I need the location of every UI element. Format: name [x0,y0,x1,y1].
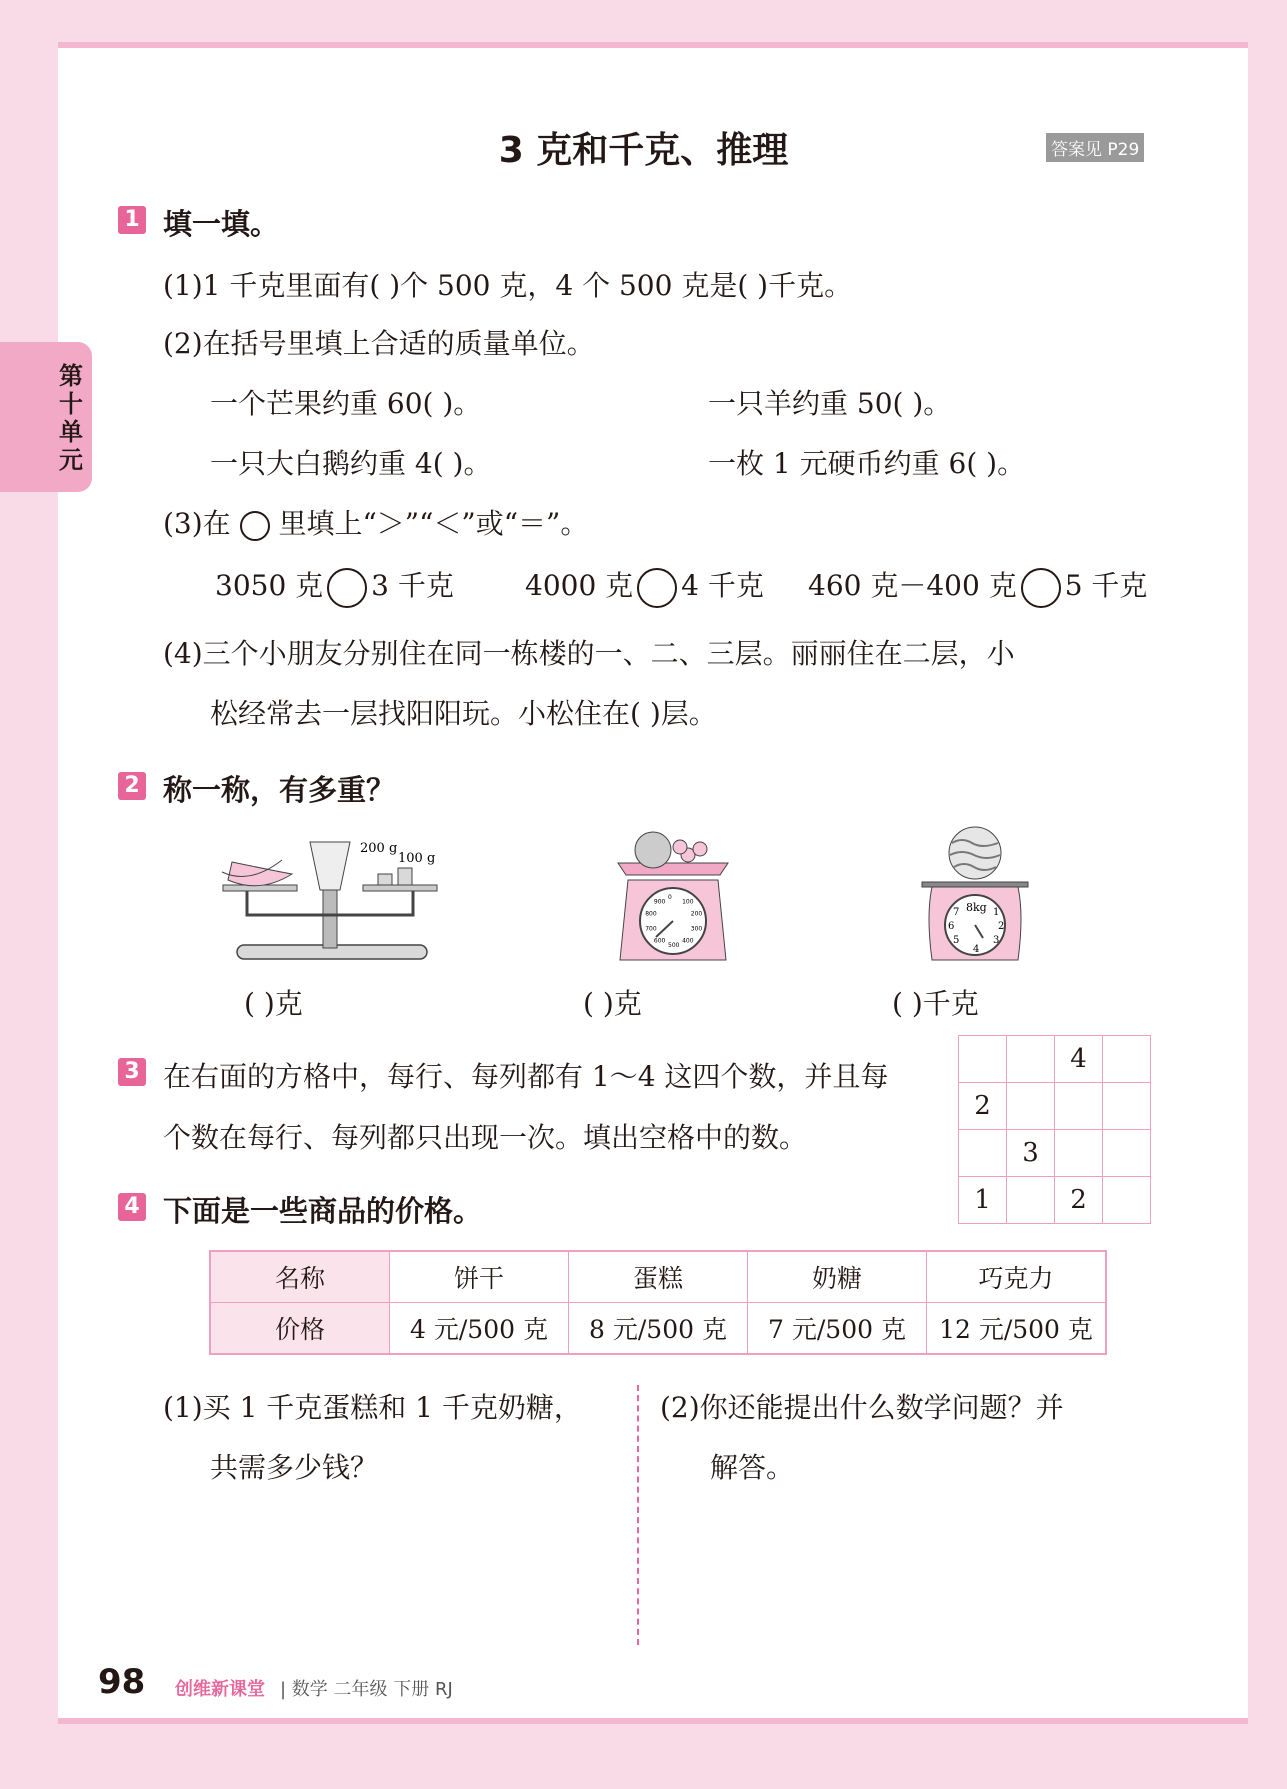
q4-sub1-line2: 共需多少钱？ [210,1451,379,1484]
circle-icon [240,511,270,541]
kg-dial-number: 1 [993,907,1000,918]
q2-answer-3: ( )千克 [892,987,979,1020]
kg-dial-number: 7 [953,907,960,918]
q3-number-badge: 3 [118,1058,146,1086]
compare-2-blank[interactable] [637,568,677,608]
price-table-header: 价格 [210,1303,390,1355]
gram-dial-label: 400 [682,937,694,945]
price-table-cell: 8 元/500 克 [569,1303,748,1355]
q2-number-badge: 2 [118,772,146,800]
q1-part2-d: 一枚 1 元硬币约重 6( )。 [708,447,1026,480]
price-table-cell: 奶糖 [748,1251,927,1303]
gram-dial-label: 0 [668,894,672,901]
balance-scale-illustration [210,830,450,965]
kg-dial-number: 5 [953,935,960,946]
grid-cell[interactable] [1007,1177,1055,1224]
q2-answer-2: ( )克 [583,987,642,1020]
compare-1-left: 3050 克 [215,569,324,602]
footer-brand: 创维新课堂 [175,1679,265,1700]
grid-cell[interactable] [1055,1130,1103,1177]
q1-part2-c: 一只大白鹅约重 4( )。 [210,447,492,480]
weight-200g-label: 200 g [360,841,398,856]
grid-cell[interactable]: 4 [1055,1036,1103,1083]
gram-dial-label: 800 [645,910,657,918]
q1-part4-line1: (4)三个小朋友分别住在同一栋楼的一、二、三层。丽丽住在二层，小 [163,637,1015,670]
page-number: 98 [98,1662,146,1702]
q1-number-badge: 1 [118,206,146,234]
gram-dial-label: 200 [690,910,703,918]
price-table-cell: 12 元/500 克 [927,1303,1107,1355]
compare-3-blank[interactable] [1021,568,1061,608]
q3-text-line1: 在右面的方格中，每行、每列都有 1～4 这四个数，并且每 [163,1060,889,1093]
grid-cell[interactable] [1103,1177,1151,1224]
page-title: 3 克和千克、推理 [498,130,789,171]
grid-cell[interactable] [1055,1083,1103,1130]
grid-cell[interactable] [1103,1083,1151,1130]
gram-kitchen-scale-illustration [608,825,738,965]
kg-dial-unit: 8kg [966,901,987,914]
price-table [209,1250,1107,1355]
grid-cell[interactable]: 2 [1055,1177,1103,1224]
compare-1-blank[interactable] [327,568,367,608]
price-table-cell: 7 元/500 克 [748,1303,927,1355]
q1-part2-b: 一只羊约重 50( )。 [708,387,952,420]
q4-number-badge: 4 [118,1193,146,1221]
kg-dial-number: 3 [993,935,1000,946]
kg-dial-number: 4 [973,944,980,955]
compare-1-right: 3 千克 [371,569,454,602]
grid-cell[interactable] [1007,1036,1055,1083]
grid-cell[interactable] [1103,1036,1151,1083]
answer-reference-badge: 答案见 P29 [1046,133,1144,162]
q4-sub2-line2: 解答。 [710,1451,795,1484]
grid-cell[interactable] [1007,1083,1055,1130]
compare-2-right: 4 千克 [681,569,764,602]
grid-cell[interactable]: 3 [1007,1130,1055,1177]
q3-text-line2: 个数在每行、每列都只出现一次。填出空格中的数。 [163,1121,808,1154]
gram-dial-label: 700 [645,925,657,933]
q1-part1: (1)1 千克里面有( )个 500 克，4 个 500 克是( )千克。 [163,269,853,302]
grid-cell[interactable] [1103,1130,1151,1177]
q2-answer-1: ( )克 [244,987,303,1020]
price-table-cell: 饼干 [390,1251,569,1303]
q1-part3-pre: (3)在 [163,507,231,540]
q4-sub1-line1: (1)买 1 千克蛋糕和 1 千克奶糖， [163,1391,582,1424]
grid-cell[interactable] [959,1036,1007,1083]
compare-1 [215,564,454,608]
gram-dial-label: 500 [668,942,680,949]
q1-part4-line2: 松经常去一层找阳阳玩。小松住在( )层。 [210,697,717,730]
q1-heading: 填一填。 [163,207,280,241]
gram-dial-label: 300 [690,925,703,933]
q1-part3-post: 里填上“＞”“＜”或“＝”。 [278,507,589,540]
compare-2-left: 4000 克 [525,569,634,602]
compare-3-left: 460 克－400 克 [808,569,1017,602]
compare-3 [808,564,1147,608]
price-table-cell: 巧克力 [927,1251,1107,1303]
answer-divider [637,1385,639,1645]
sudoku-grid [958,1035,1151,1224]
q4-sub2-line1: (2)你还能提出什么数学问题？并 [660,1391,1064,1424]
grid-cell[interactable] [959,1130,1007,1177]
gram-dial-label: 900 [653,898,666,906]
weight-100g-label: 100 g [398,851,436,866]
price-table-header: 名称 [210,1251,390,1303]
q1-part2: (2)在括号里填上合适的质量单位。 [163,327,595,360]
kg-scale-illustration [920,825,1030,965]
compare-3-right: 5 千克 [1064,569,1148,602]
price-table-cell: 蛋糕 [569,1251,748,1303]
price-table-cell: 4 元/500 克 [390,1303,569,1355]
kg-dial-number: 6 [948,921,955,932]
q2-heading: 称一称，有多重？ [163,773,396,807]
grid-cell[interactable]: 2 [959,1083,1007,1130]
q1-part2-a: 一个芒果约重 60( )。 [210,387,482,420]
q4-heading: 下面是一些商品的价格。 [163,1194,483,1228]
q1-part3 [163,502,588,542]
gram-dial-label: 100 [682,898,694,906]
grid-cell[interactable]: 1 [959,1177,1007,1224]
footer-book-info: | 数学 二年级 下册 RJ [280,1679,453,1700]
gram-dial-label: 600 [653,937,666,945]
compare-2 [525,564,764,608]
unit-label: 第十单元 [59,362,83,474]
unit-side-tab [0,342,92,492]
kg-dial-number: 2 [998,921,1005,932]
